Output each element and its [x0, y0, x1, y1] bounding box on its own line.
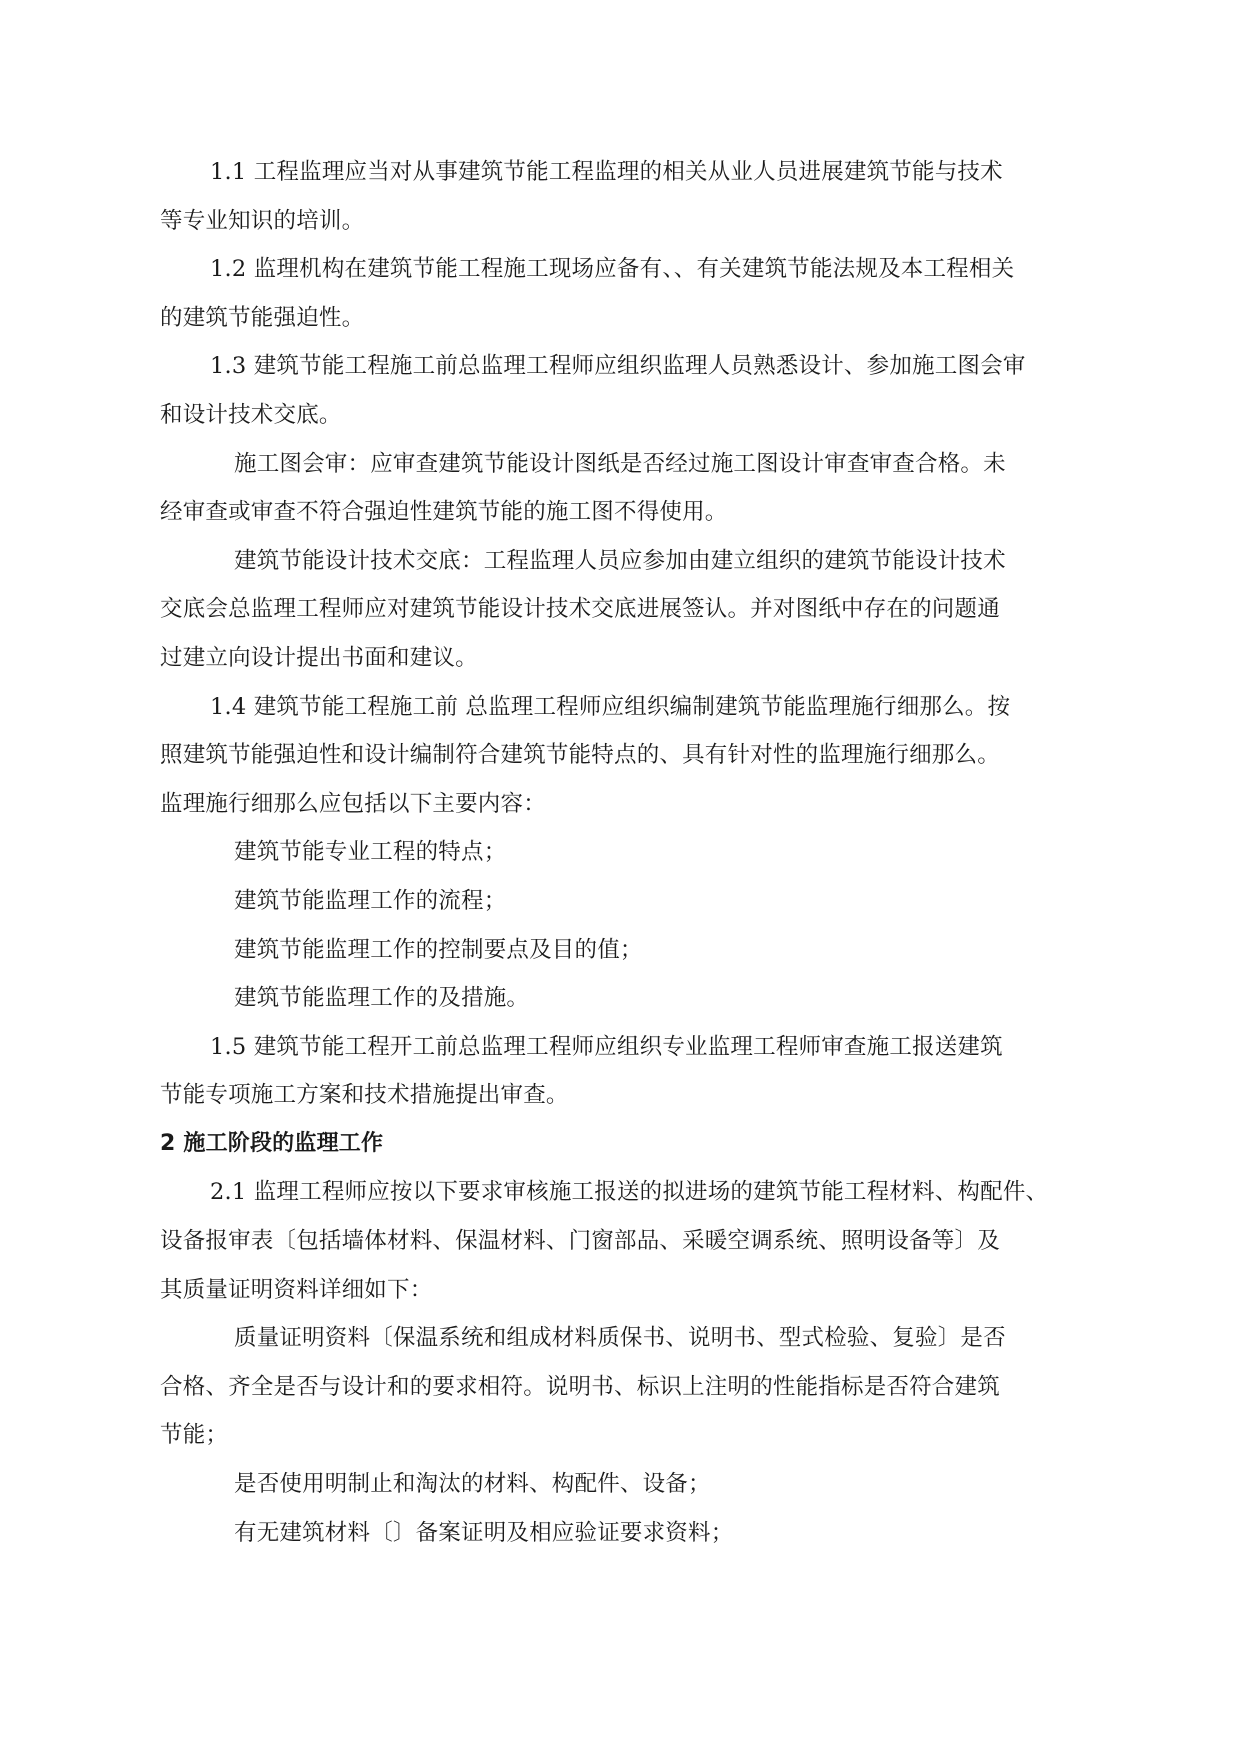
text-line: 有无建筑材料〔〕备案证明及相应验证要求资料； [234, 1519, 734, 1546]
text-line: 等专业知识的培训。 [160, 207, 365, 234]
text-line: 建筑节能设计技术交底：工程监理人员应参加由建立组织的建筑节能设计技术 [234, 547, 1006, 574]
text-line: 合格、齐全是否与设计和的要求相符。说明书、标识上注明的性能指标是否符合建筑 [160, 1373, 1000, 1400]
text-line: 2.1 监理工程师应按以下要求审核施工报送的拟进场的建筑节能工程材料、构配件、 [210, 1179, 1049, 1206]
text-line: 监理施行细那么应包括以下主要内容： [160, 790, 546, 817]
text-line: 经审查或审查不符合强迫性建筑节能的施工图不得使用。 [160, 499, 728, 526]
text-line: 1.3 建筑节能工程施工前总监理工程师应组织监理人员熟悉设计、参加施工图会审 [210, 353, 1026, 380]
section-heading: 2 施工阶段的监理工作 [160, 1130, 384, 1156]
text-line: 1.4 建筑节能工程施工前 总监理工程师应组织编制建筑节能监理施行细那么。按 [210, 693, 1011, 720]
text-line: 其质量证明资料详细如下： [160, 1276, 433, 1303]
text-line: 过建立向设计提出书面和建议。 [160, 644, 478, 671]
text-line: 1.1 工程监理应当对从事建筑节能工程监理的相关从业人员进展建筑节能与技术 [210, 159, 1003, 185]
text-line: 施工图会审：应审查建筑节能设计图纸是否经过施工图设计审查审查合格。未 [234, 450, 1006, 477]
text-line: 1.5 建筑节能工程开工前总监理工程师应组织专业监理工程师审查施工报送建筑 [210, 1033, 1003, 1060]
text-line: 建筑节能监理工作的流程； [234, 887, 507, 914]
text-line: 的建筑节能强迫性。 [160, 304, 365, 331]
text-line: 设备报审表〔包括墙体材料、保温材料、门窗部品、采暖空调系统、照明设备等〕及 [160, 1228, 1000, 1255]
text-line: 照建筑节能强迫性和设计编制符合建筑节能特点的、具有针对性的监理施行细那么。 [160, 742, 1000, 769]
text-line: 质量证明资料〔保温系统和组成材料质保书、说明书、型式检验、复验〕是否 [234, 1325, 1006, 1352]
text-line: 节能专项施工方案和技术措施提出审查。 [160, 1082, 569, 1109]
document-body [160, 148, 1080, 1557]
text-line: 1.2 监理机构在建筑节能工程施工现场应备有、、有关建筑节能法规及本工程相关 [210, 256, 1015, 283]
text-line: 节能； [160, 1422, 229, 1449]
text-line: 和设计技术交底。 [160, 401, 342, 428]
text-line: 交底会总监理工程师应对建筑节能设计技术交底进展签认。并对图纸中存在的问题通 [160, 596, 1000, 623]
text-line: 建筑节能监理工作的及措施。 [234, 985, 530, 1012]
text-line: 是否使用明制止和淘汰的材料、构配件、设备； [234, 1471, 711, 1498]
text-line: 建筑节能监理工作的控制要点及目的值； [234, 936, 643, 963]
text-line: 建筑节能专业工程的特点； [234, 839, 507, 866]
